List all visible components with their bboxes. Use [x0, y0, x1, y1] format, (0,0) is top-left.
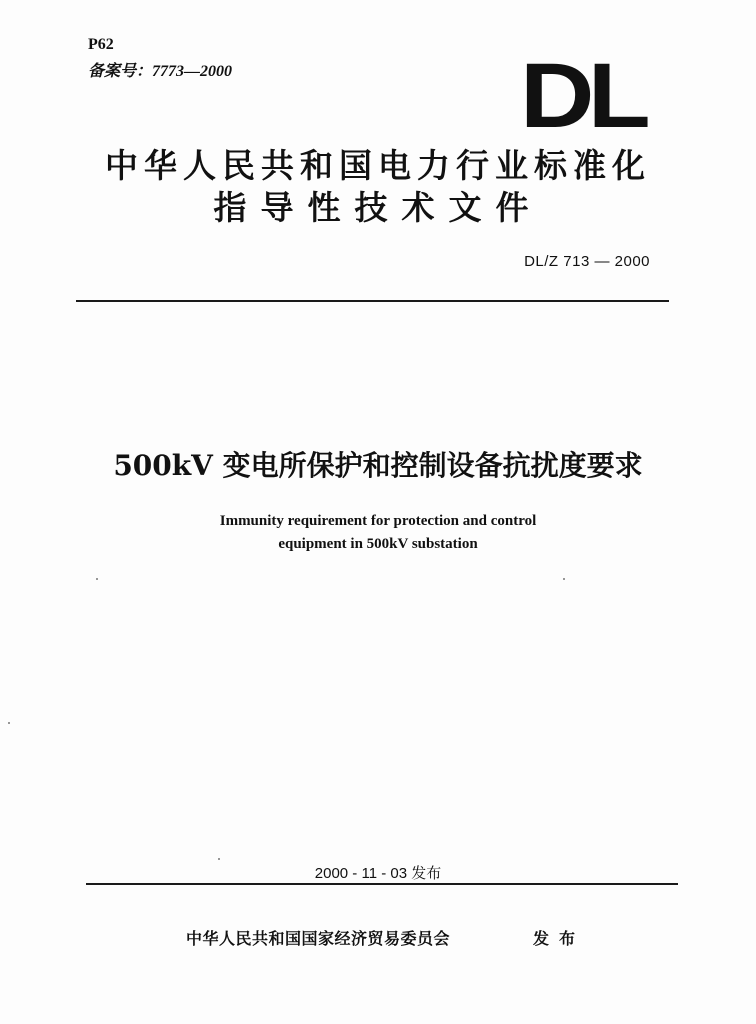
document-title-en: [60, 510, 696, 556]
record-number: 备案号：7773—2000: [88, 63, 233, 80]
publisher: 中华人民共和国国家经济贸易委员会: [186, 929, 451, 948]
dl-logo: DL: [520, 45, 644, 147]
scan-speck: [218, 858, 220, 860]
top-divider: [76, 300, 669, 302]
classification-code: P62: [88, 36, 114, 53]
publish-label: 发布: [533, 929, 586, 948]
scan-speck: [563, 578, 565, 580]
standard-title-line-2: 指导性技术文件: [213, 188, 543, 227]
standard-title-line-1: 中华人民共和国电力行业标准化: [105, 146, 651, 185]
document-title-en-line-1: Immunity requirement for protection and control: [219, 513, 537, 529]
standard-number: DL/Z 713 — 2000: [524, 253, 650, 270]
scan-speck: [8, 722, 10, 724]
scan-speck: [96, 578, 98, 580]
bottom-divider: [86, 883, 678, 885]
issue-date: 2000 - 11 - 03 发布: [314, 865, 442, 882]
document-title-en-line-2: equipment in 500kV substation: [278, 536, 478, 552]
document-title-zh: 500kV 变电所保护和控制设备抗扰度要求: [113, 449, 643, 482]
